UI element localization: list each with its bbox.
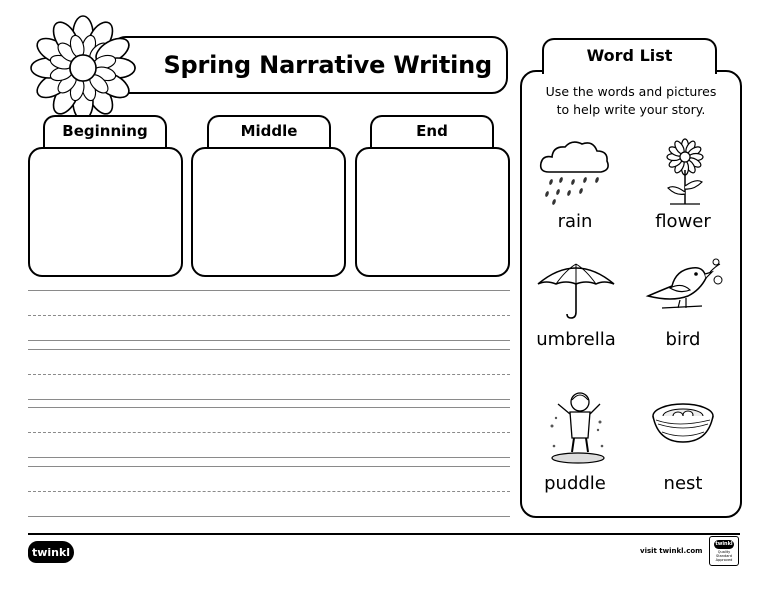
writing-line <box>28 290 510 291</box>
word-list-heading: Word List <box>586 46 673 65</box>
instruction-line-1: Use the words and pictures <box>545 84 717 99</box>
middle-box[interactable] <box>191 147 346 277</box>
writing-guide-line <box>28 432 510 433</box>
writing-guide-line <box>28 491 510 492</box>
tab-middle <box>207 115 331 149</box>
page-title: Spring Narrative Writing <box>163 51 492 79</box>
writing-line <box>28 457 510 458</box>
badge-label: Quality Standard Approved <box>715 550 733 562</box>
word-list-instructions <box>524 83 738 119</box>
writing-line <box>28 340 510 341</box>
visit-link[interactable]: visit twinkl.com <box>640 547 703 555</box>
flower-stem-icon <box>660 138 710 208</box>
tab-end-label: End <box>416 122 448 140</box>
writing-line <box>28 399 510 400</box>
rain-cloud-icon <box>535 138 615 208</box>
nest-icon <box>648 398 718 448</box>
writing-line <box>28 349 510 350</box>
writing-line <box>28 466 510 467</box>
bird-icon <box>642 256 726 316</box>
word-flower: flower <box>655 211 711 232</box>
flower-overlay-icon <box>28 14 138 124</box>
beginning-box[interactable] <box>28 147 183 277</box>
word-nest: nest <box>663 473 703 494</box>
instruction-line-2: to help write your story. <box>556 102 706 117</box>
writing-area[interactable] <box>28 290 510 520</box>
quality-badge <box>709 536 739 566</box>
logo-text: twinkl <box>31 545 71 559</box>
word-puddle: puddle <box>544 473 606 494</box>
writing-line <box>28 407 510 408</box>
footer-divider <box>28 533 740 535</box>
tab-beginning <box>43 115 167 149</box>
tab-middle-label: Middle <box>240 122 298 140</box>
twinkl-logo[interactable] <box>28 541 74 563</box>
writing-line <box>28 516 510 517</box>
word-rain: rain <box>557 211 593 232</box>
badge-logo: twinkl <box>715 541 733 547</box>
end-box[interactable] <box>355 147 510 277</box>
tab-beginning-label: Beginning <box>62 122 148 140</box>
puddle-child-icon <box>540 386 610 470</box>
word-bird: bird <box>665 329 701 350</box>
umbrella-icon <box>534 258 618 322</box>
title-banner <box>110 36 508 94</box>
writing-guide-line <box>28 374 510 375</box>
writing-guide-line <box>28 315 510 316</box>
word-list-tab <box>542 38 717 74</box>
tab-end <box>370 115 494 149</box>
word-umbrella: umbrella <box>536 329 616 350</box>
